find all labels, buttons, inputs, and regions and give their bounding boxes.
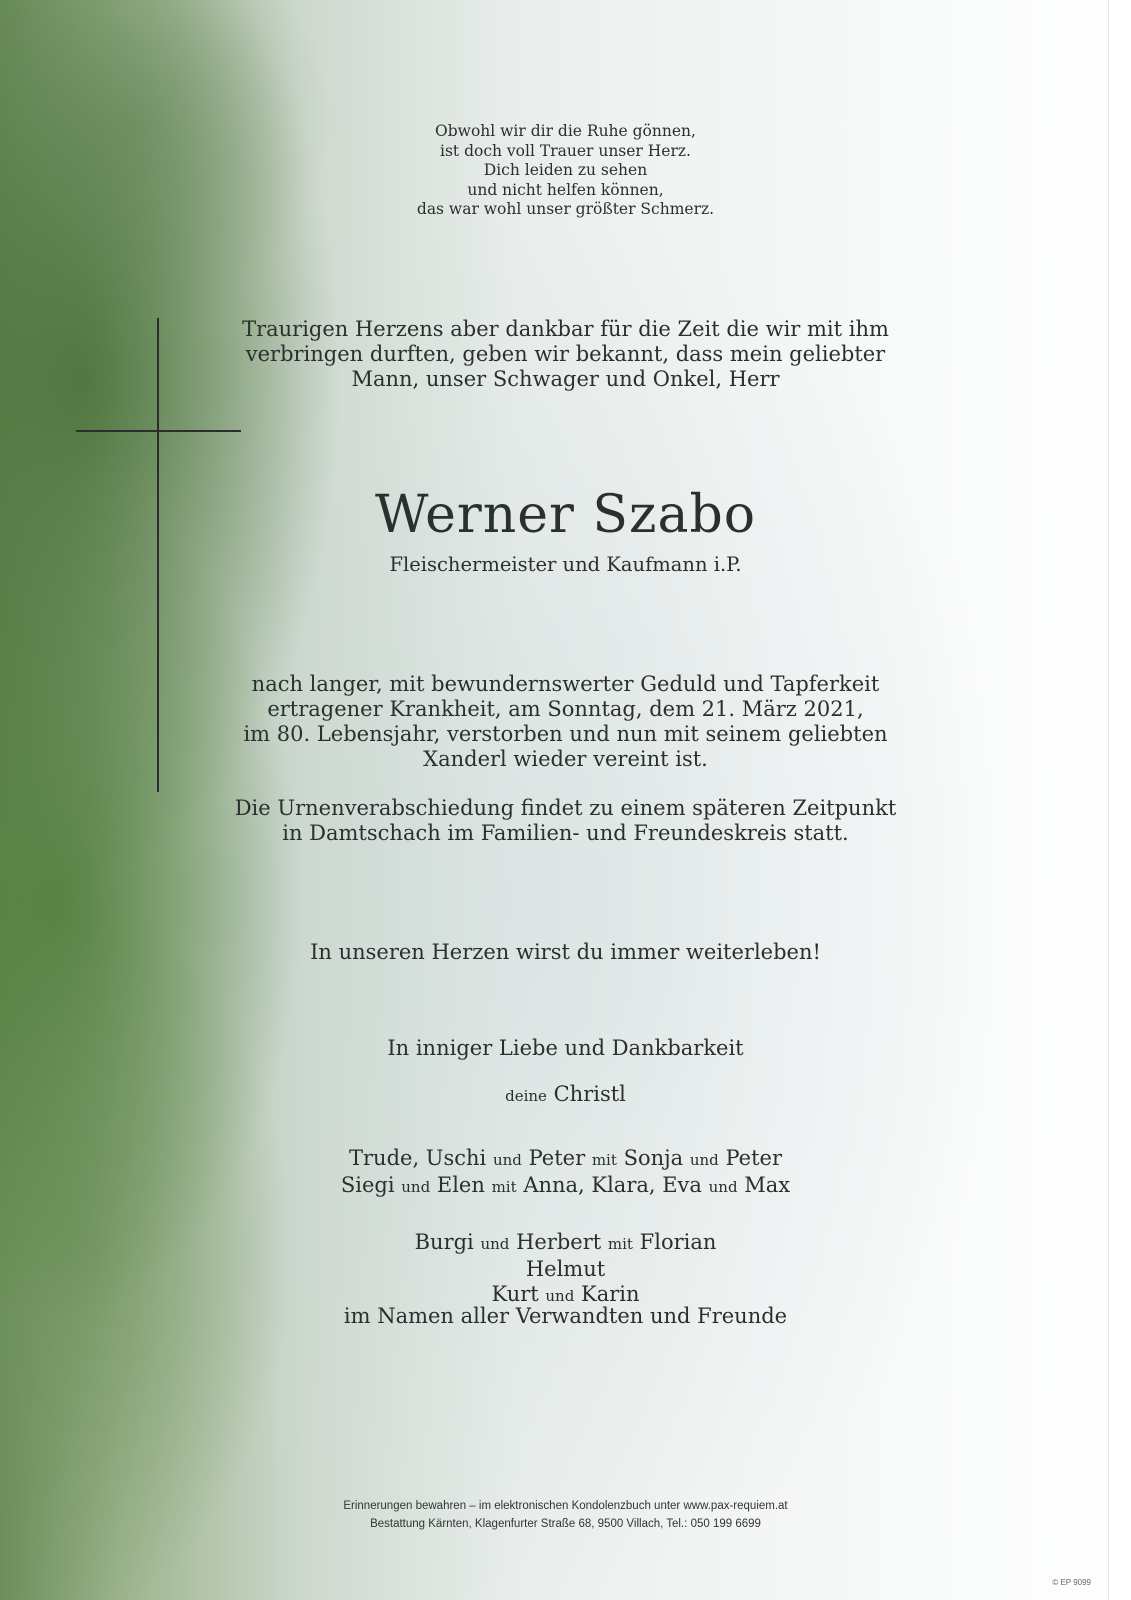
family-line-4: Helmut <box>525 1257 606 1281</box>
spouse-line <box>0 1080 1131 1110</box>
family-names: Siegi <box>340 1173 395 1197</box>
family-line-1 <box>0 1146 1131 1173</box>
death-line: Xanderl wieder vereint ist. <box>423 747 708 771</box>
family-connector: und <box>689 1151 719 1169</box>
family-names: Karin <box>581 1282 640 1306</box>
family-names: Elen <box>436 1173 485 1197</box>
family-names: Florian <box>639 1230 717 1254</box>
family-connector: und <box>401 1178 431 1196</box>
funeral-text <box>0 796 1131 846</box>
family-names: Herbert <box>516 1230 602 1254</box>
family-line-2 <box>0 1173 1131 1200</box>
footer <box>0 1497 1131 1533</box>
deceased-name: Werner Szabo <box>374 485 757 545</box>
intro-line: verbringen durften, geben wir bekannt, dass mein geliebter <box>245 342 886 366</box>
family-connector: mit <box>491 1178 517 1196</box>
family-group-2 <box>0 1230 1131 1309</box>
family-connector: mit <box>607 1235 633 1253</box>
family-names: Sonja <box>623 1146 684 1170</box>
death-line: nach langer, mit bewundernswerter Geduld und Tapferkeit <box>251 672 880 696</box>
family-connector: und <box>492 1151 522 1169</box>
cross-horizontal-bar <box>76 430 241 432</box>
family-names: Max <box>744 1173 791 1197</box>
family-group-1 <box>0 1146 1131 1200</box>
family-names: Kurt <box>491 1282 539 1306</box>
family-connector: und <box>480 1235 510 1253</box>
motto: In unseren Herzen wirst du immer weiterleben! <box>310 940 821 964</box>
closing-line: im Namen aller Verwandten und Freunde <box>343 1304 788 1328</box>
family-names: Peter <box>528 1146 586 1170</box>
family-names: Peter <box>725 1146 782 1170</box>
intro-text <box>0 317 1131 392</box>
spouse-prefix: deine <box>505 1087 547 1105</box>
family-line-3 <box>0 1230 1131 1257</box>
death-line: ertragener Krankheit, am Sonntag, dem 21. März 2021, <box>267 697 864 721</box>
love-line: In inniger Liebe und Dankbarkeit <box>387 1036 744 1060</box>
poem-line: das war wohl unser größter Schmerz. <box>416 200 715 218</box>
intro-line: Mann, unser Schwager und Onkel, Herr <box>351 367 780 391</box>
spouse-name: Christl <box>553 1082 626 1106</box>
family-names: Trude, Uschi <box>349 1146 487 1170</box>
poem-line: Dich leiden zu sehen <box>483 161 648 179</box>
death-line: im 80. Lebensjahr, verstorben und nun mit seinem geliebten <box>243 722 888 746</box>
family-connector: mit <box>591 1151 617 1169</box>
family-connector: und <box>545 1287 575 1305</box>
poem-line: Obwohl wir dir die Ruhe gönnen, <box>435 122 696 140</box>
copyright-badge: © EP 9099 <box>1052 1578 1091 1587</box>
poem-line: ist doch voll Trauer unser Herz. <box>440 141 691 160</box>
deceased-profession: Fleischermeister und Kaufmann i.P. <box>389 553 742 576</box>
funeral-line: in Damtschach im Familien- und Freundeskreis statt. <box>282 821 849 845</box>
family-connector: und <box>708 1178 738 1196</box>
death-text <box>0 672 1131 772</box>
intro-line: Traurigen Herzens aber dankbar für die Zeit die wir mit ihm <box>242 317 889 341</box>
funeral-line: Die Urnenverabschiedung findet zu einem späteren Zeitpunkt <box>234 796 897 820</box>
family-names: Anna, Klara, Eva <box>523 1173 702 1197</box>
poem <box>0 122 1131 220</box>
poem-line: und nicht helfen können, <box>467 180 664 199</box>
footer-address-line: Bestattung Kärnten, Klagenfurter Straße 68, 9500 Villach, Tel.: 050 199 6699 <box>370 1518 761 1530</box>
footer-condolence-line: Erinnerungen bewahren – im elektronischen Kondolenzbuch unter www.pax-requiem.at <box>343 1500 788 1512</box>
family-names: Burgi <box>414 1230 474 1254</box>
